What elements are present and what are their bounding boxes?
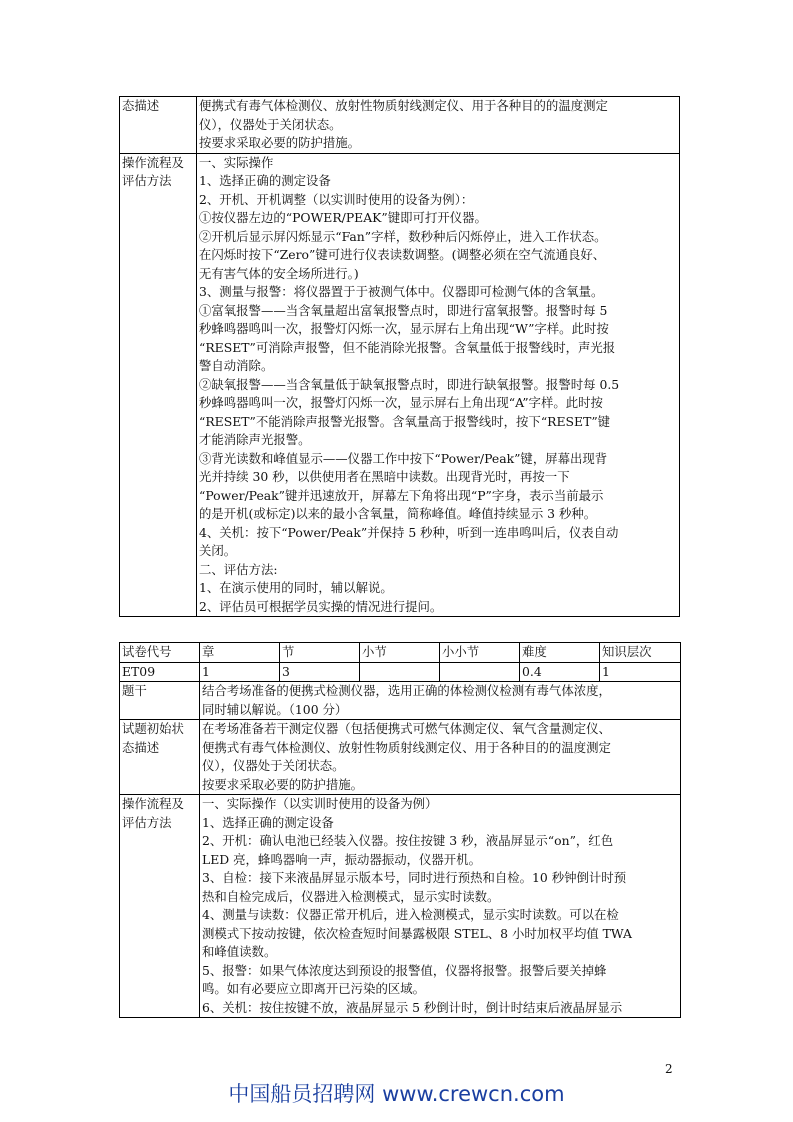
table-header-row bbox=[120, 643, 681, 663]
table-row bbox=[120, 720, 681, 795]
row-content-cell bbox=[197, 153, 680, 617]
row-label-cell bbox=[120, 153, 197, 617]
row-content-cell bbox=[200, 720, 681, 795]
value-cell: 1 bbox=[200, 662, 280, 682]
row-content-cell bbox=[200, 795, 681, 1018]
column-header: 小节 bbox=[360, 643, 440, 663]
table-row bbox=[120, 153, 680, 617]
content-line: 鸣。如有必要应立即离开已污染的区域。 bbox=[202, 981, 426, 996]
row-label-cell bbox=[120, 682, 200, 720]
content-line: ②开机后显示屏闪烁显示“Fan”字样，数秒种后闪烁停止，进入工作状态。 bbox=[199, 228, 607, 244]
content-line: 1、选择正确的测定设备 bbox=[202, 814, 334, 830]
row-label-line: 试题初始状 bbox=[122, 721, 184, 736]
content-line: 在考场准备若干测定仪器（包括便携式可燃气体测定仪、氧气含量测定仪、 bbox=[202, 721, 611, 736]
content-line: 无有害气体的安全场所进行。) bbox=[199, 265, 359, 281]
content-line: 测模式下按动按键，依次检查短时间暴露极限 STEL、8 小时加权平均值 TWA bbox=[202, 925, 632, 941]
content-line: ③背光读数和峰值显示——仪器工作中按下“Power/Peak”键，屏幕出现背 bbox=[199, 450, 608, 466]
page-number: 2 bbox=[665, 1062, 673, 1076]
row-content-cell bbox=[197, 97, 680, 154]
column-header: 知识层次 bbox=[600, 643, 681, 663]
column-header: 节 bbox=[280, 643, 360, 663]
column-header: 难度 bbox=[520, 643, 600, 663]
content-line: ①按仪器左边的“POWER/PEAK”键即可打开仪器。 bbox=[199, 210, 487, 225]
row-label-line: 评估方法 bbox=[122, 814, 172, 830]
procedure-table-top bbox=[119, 96, 680, 617]
row-label-line: 评估方法 bbox=[122, 173, 172, 188]
row-label-line: 态描述 bbox=[122, 739, 160, 755]
content-line: 2、开机、开机调整（以实训时使用的设备为例）： bbox=[199, 191, 474, 207]
row-content-cell bbox=[200, 682, 681, 720]
content-line: 和峰值读数。 bbox=[202, 944, 277, 959]
content-line: “RESET”可消除声报警，但不能消除光报警。含氧量低于报警线时，声光报 bbox=[199, 339, 616, 355]
row-label-cell bbox=[120, 720, 200, 795]
content-line: ②缺氧报警——当含氧量低于缺氧报警点时，即进行缺氧报警。报警时每 0.5 bbox=[199, 376, 620, 392]
content-line: 才能消除声光报警。 bbox=[199, 432, 311, 447]
exam-item-table-et09 bbox=[119, 642, 681, 1018]
content-line: 便携式有毒气体检测仪、放射性物质射线测定仪、用于各种目的的温度测定 bbox=[202, 739, 611, 755]
content-line: 一、实际操作（以实训时使用的设备为例） bbox=[202, 796, 438, 811]
content-line: 2、开机：确认电池已经装入仪器。按住按键 3 秒，液晶屏显示“on”，红色 bbox=[202, 833, 614, 848]
footer-watermark: 中国船员招聘网 www.crewcn.com bbox=[228, 1082, 565, 1106]
row-label-cell bbox=[120, 795, 200, 1018]
content-line: 在闪烁时按下“Zero”键可进行仪表读数调整。(调整必须在空气流通良好、 bbox=[199, 247, 606, 262]
content-line: 3、测量与报警：将仪器置于于被测气体中。仪器即可检测气体的含氧量。 bbox=[199, 284, 604, 299]
row-label-line: 题干 bbox=[122, 683, 147, 698]
row-label-line: 操作流程及 bbox=[122, 796, 184, 811]
content-line: 的是开机(或标定)以来的最小含氧量，简称峰值。峰值持续显示 3 秒种。 bbox=[199, 506, 597, 521]
content-line: 按要求采取必要的防护措施。 bbox=[202, 776, 364, 792]
content-line: 仪），仪器处于关闭状态。 bbox=[199, 116, 342, 132]
content-line: 仪），仪器处于关闭状态。 bbox=[202, 758, 345, 773]
content-line: 3、自检：接下来液晶屏显示版本号，同时进行预热和自检。10 秒钟倒计时预 bbox=[202, 870, 627, 885]
content-line: 2、评估员可根据学员实操的情况进行提问。 bbox=[199, 598, 443, 614]
table-row bbox=[120, 682, 681, 720]
content-line: 警自动消除。 bbox=[199, 358, 274, 373]
content-line: 同时辅以解说。（100 分） bbox=[202, 701, 348, 717]
content-line: 一、实际操作 bbox=[199, 154, 274, 170]
content-line: 光并持续 30 秒，以供使用者在黑暗中读数。出现背光时，再按一下 bbox=[199, 469, 570, 484]
content-line: 秒蜂鸣器鸣叫一次，报警灯闪烁一次，显示屏右上角出现“W”字样。此时按 bbox=[199, 321, 609, 336]
content-line: 6、关机：按住按键不放，液晶屏显示 5 秒倒计时，倒计时结束后液晶屏显示 bbox=[202, 999, 623, 1015]
column-header: 试卷代号 bbox=[120, 643, 200, 663]
table-row bbox=[120, 97, 680, 154]
value-cell: 0.4 bbox=[520, 662, 600, 682]
content-line: “RESET”不能消除声报警光报警。含氧量高于报警线时，按下“RESET”键 bbox=[199, 413, 611, 429]
content-line: 热和自检完成后，仪器进入检测模式，显示实时读数。 bbox=[202, 888, 500, 904]
content-line: LED 亮，蜂鸣器响一声，振动器振动，仪器开机。 bbox=[202, 851, 481, 867]
content-line: 二、评估方法: bbox=[199, 561, 278, 577]
content-line: 便携式有毒气体检测仪、放射性物质射线测定仪、用于各种目的的温度测定 bbox=[199, 98, 608, 113]
row-label-cell bbox=[120, 97, 197, 154]
row-label-line: 态描述 bbox=[122, 98, 160, 113]
content-line: 按要求采取必要的防护措施。 bbox=[199, 135, 361, 150]
row-label-line: 操作流程及 bbox=[122, 154, 184, 170]
value-cell: ET09 bbox=[120, 662, 200, 682]
content-line: 关闭。 bbox=[199, 543, 237, 558]
content-line: 1、选择正确的测定设备 bbox=[199, 173, 331, 188]
content-line: ①富氧报警——当含氧量超出富氧报警点时，即进行富氧报警。报警时每 5 bbox=[199, 302, 608, 318]
content-line: 4、关机：按下“Power/Peak”并保持 5 秒种，听到一连串鸣叫后，仪表自动 bbox=[199, 524, 619, 540]
content-line: 1、在演示使用的同时，辅以解说。 bbox=[199, 580, 393, 595]
table-value-row bbox=[120, 662, 681, 682]
table-row bbox=[120, 795, 681, 1018]
content-line: 秒蜂鸣器鸣叫一次，报警灯闪烁一次，显示屏右上角出现“A”字样。此时按 bbox=[199, 395, 603, 410]
content-line: 5、报警：如果气体浓度达到预设的报警值，仪器将报警。报警后要关掉蜂 bbox=[202, 962, 607, 978]
value-cell bbox=[440, 662, 520, 682]
column-header: 章 bbox=[200, 643, 280, 663]
column-header: 小小节 bbox=[440, 643, 520, 663]
content-line: 结合考场准备的便携式检测仪器，选用正确的体检测仪检测有毒气体浓度， bbox=[202, 683, 611, 698]
content-line: “Power/Peak”键并迅速放开，屏幕左下角将出现“P”字身，表示当前最示 bbox=[199, 487, 604, 503]
value-cell: 3 bbox=[280, 662, 360, 682]
content-line: 4、测量与读数：仪器正常开机后，进入检测模式，显示实时读数。可以在检 bbox=[202, 907, 619, 922]
value-cell: 1 bbox=[600, 662, 681, 682]
value-cell bbox=[360, 662, 440, 682]
